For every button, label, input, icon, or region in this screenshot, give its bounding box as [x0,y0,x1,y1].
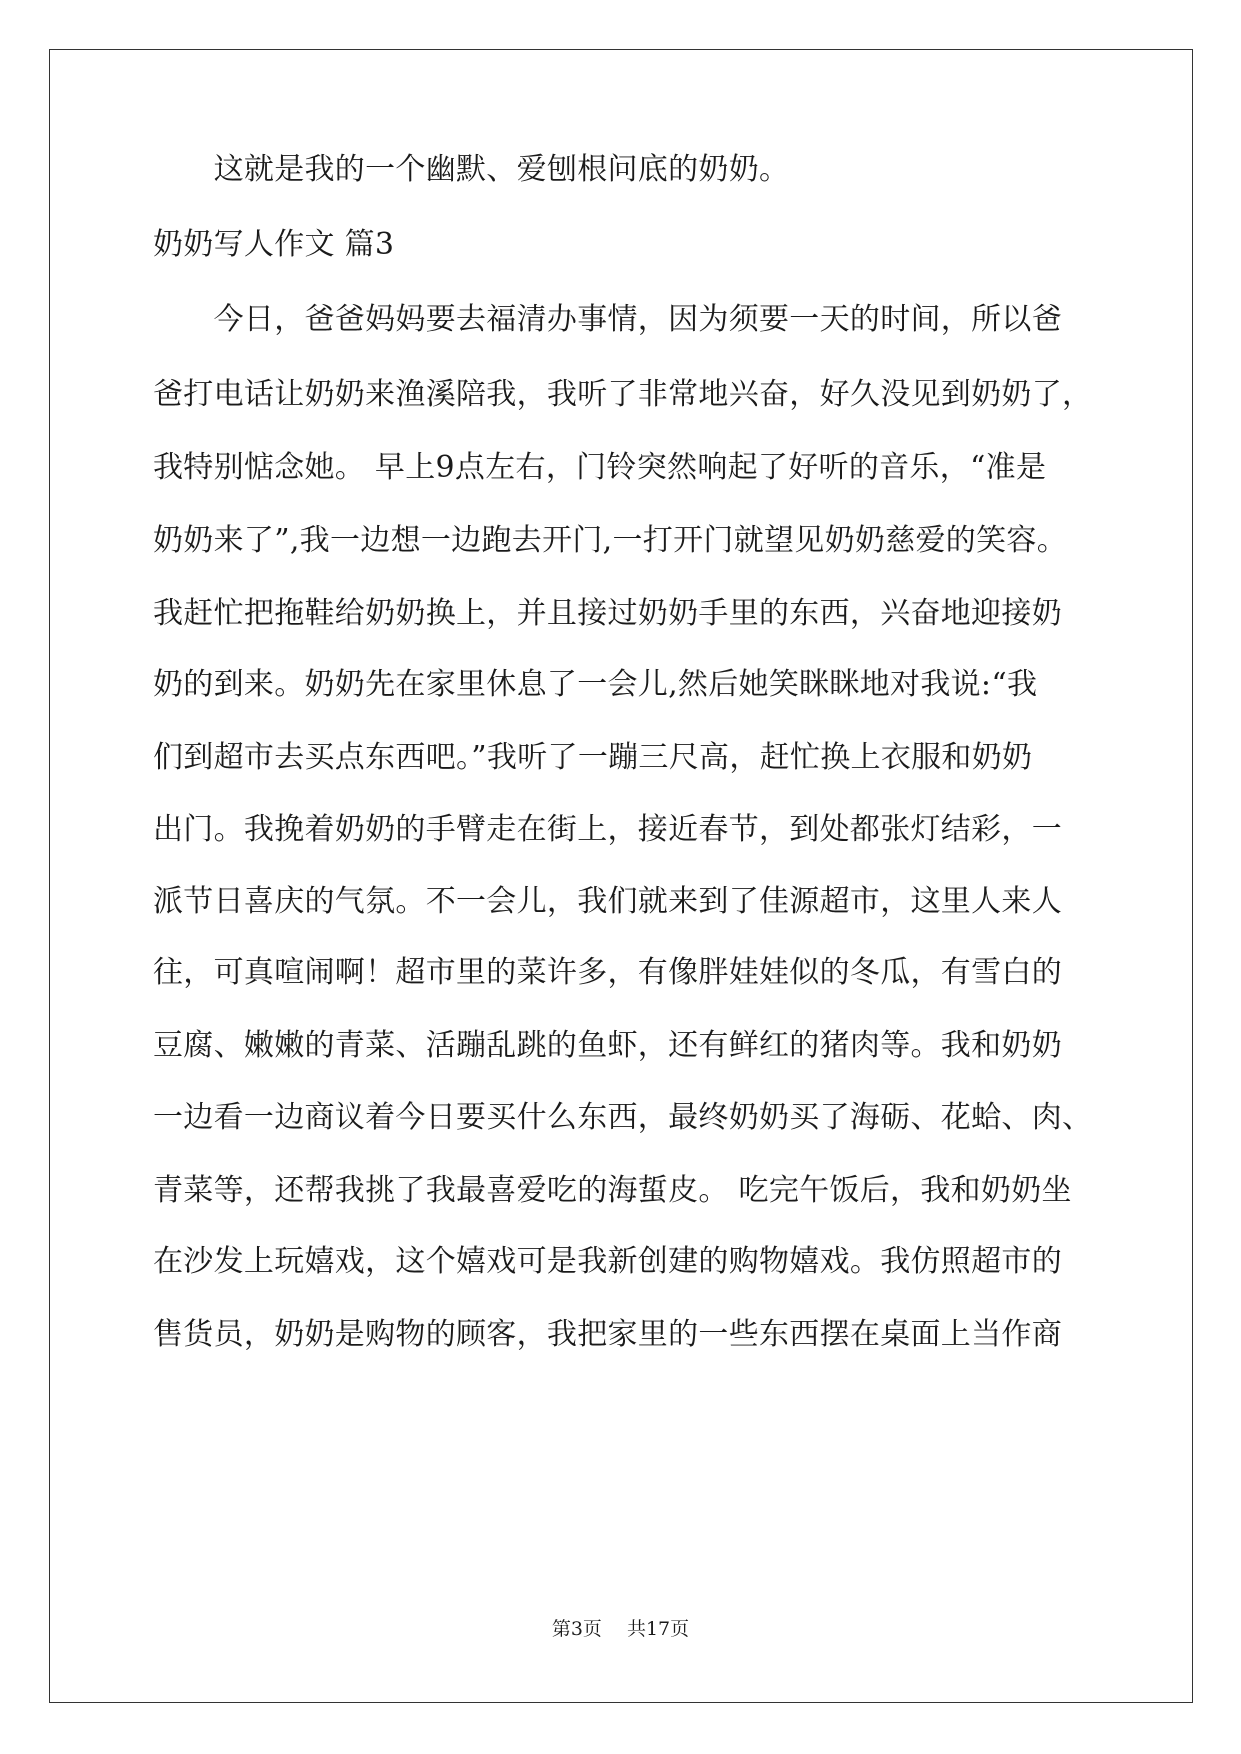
paragraph-line: 们到超市去买点东西吧。”我听了一蹦三尺高，赶忙换上衣服和奶奶 [153,740,1033,775]
page-border [49,49,1193,1703]
closing-line: 这就是我的一个幽默、爱刨根问底的奶奶。 [153,152,790,187]
paragraph-line: 出门。我挽着奶奶的手臂走在街上，接近春节，到处都张灯结彩，一 [153,812,1062,847]
paragraph-line: 售货员，奶奶是购物的顾客，我把家里的一些东西摆在桌面上当作商 [153,1317,1062,1352]
paragraph-line: 今日，爸爸妈妈要去福清办事情，因为须要一天的时间，所以爸 [153,302,1062,337]
paragraph-line: 派节日喜庆的气氛。不一会儿，我们就来到了佳源超市，这里人来人 [153,884,1062,919]
paragraph-line: 往，可真喧闹啊！超市里的菜许多，有像胖娃娃似的冬瓜，有雪白的 [153,955,1062,990]
paragraph-line: 我赶忙把拖鞋给奶奶换上，并且接过奶奶手里的东西，兴奋地迎接奶 [153,596,1062,631]
paragraph-line: 奶的到来。奶奶先在家里休息了一会儿,然后她笑眯眯地对我说:“我 [153,667,1038,702]
paragraph-line: 我特别惦念她。 早上9点左右，门铃突然响起了好听的音乐，“准是 [153,450,1047,485]
paragraph-line: 青菜等，还帮我挑了我最喜爱吃的海蜇皮。 吃完午饭后，我和奶奶坐 [153,1173,1072,1208]
paragraph-line: 一边看一边商议着今日要买什么东西，最终奶奶买了海砺、花蛤、肉、 [153,1100,1093,1135]
page-number-footer: 第3页 共17页 [551,1618,690,1640]
paragraph-line: 奶奶来了”,我一边想一边跑去开门,一打开门就望见奶奶慈爱的笑容。 [153,523,1068,558]
paragraph-line: 豆腐、嫩嫩的青菜、活蹦乱跳的鱼虾，还有鲜红的猪肉等。我和奶奶 [153,1028,1062,1063]
paragraph-line: 爸打电话让奶奶来渔溪陪我，我听了非常地兴奋，好久没见到奶奶了， [153,377,1093,412]
paragraph-line: 在沙发上玩嬉戏，这个嬉戏可是我新创建的购物嬉戏。我仿照超市的 [153,1244,1062,1279]
section-title: 奶奶写人作文 篇3 [153,227,395,262]
